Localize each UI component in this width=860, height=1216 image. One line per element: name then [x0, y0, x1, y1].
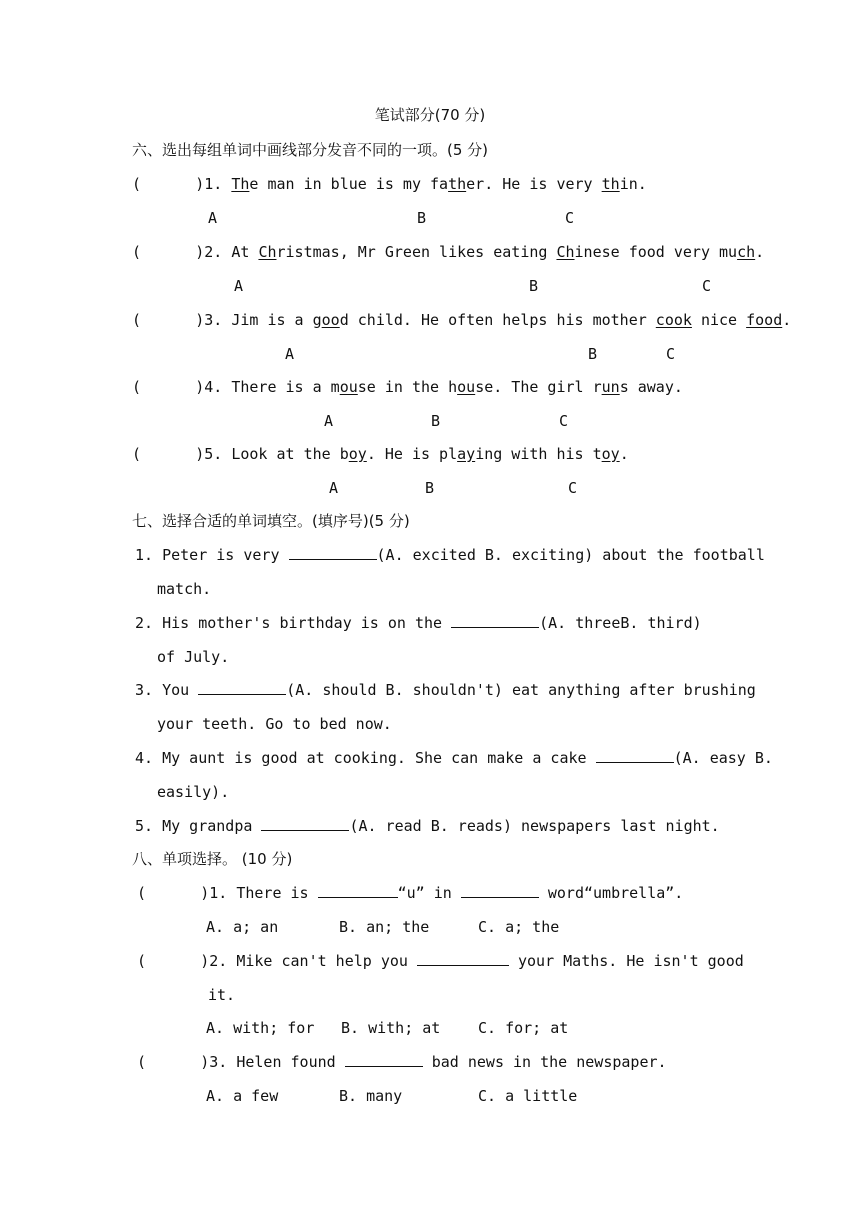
sentence-text: ristmas, Mr Green likes eating [276, 243, 557, 261]
sentence-text: se in the h [357, 378, 458, 396]
option-letter-b: B [417, 209, 427, 227]
sentence-text: ( )3. Helen found [137, 1053, 345, 1071]
underlined-part: ou [457, 378, 476, 396]
s7-question-1 [135, 545, 765, 565]
sentence-text: s away. [619, 378, 683, 396]
underlined-part: oo [321, 311, 340, 329]
answer-blank[interactable] [461, 883, 539, 898]
answer-blank[interactable] [345, 1052, 423, 1067]
option-letter-c: C [559, 412, 569, 430]
s7-question-3-cont: your teeth. Go to bed now. [157, 715, 392, 733]
sentence-text: er. He is very [466, 175, 602, 193]
sentence-text: (A. should B. shouldn't) eat anything after brushing [286, 681, 756, 699]
sentence-text: bad news in the newspaper. [422, 1053, 667, 1071]
section-6-heading: 六、选出每组单词中画线部分发音不同的一项。(5 分) [132, 141, 489, 159]
question-number: ( )2. [132, 243, 232, 261]
option-letter-b: B [529, 277, 539, 295]
option-letter-b: B [425, 479, 435, 497]
s8-question-3 [137, 1052, 667, 1072]
sentence-text: . [755, 243, 765, 261]
underlined-part: ch [737, 243, 756, 261]
s6-question-3 [132, 310, 791, 330]
sentence-text: At [231, 243, 259, 261]
sentence-text: word“umbrella”. [538, 884, 684, 902]
s7-question-5 [135, 816, 720, 836]
sentence-text: in. [619, 175, 647, 193]
s7-question-2-cont: of July. [157, 648, 230, 666]
option-letter-a: A [285, 345, 295, 363]
underlined-part: oy [601, 445, 620, 463]
underlined-part: un [601, 378, 620, 396]
choice-option: B. with; at [341, 1019, 441, 1037]
sentence-text: 5. My grandpa [135, 817, 262, 835]
section-8-heading: 八、单项选择。 (10 分) [132, 850, 293, 868]
answer-blank[interactable] [318, 883, 398, 898]
s7-question-4 [135, 748, 773, 768]
option-letter-c: C [702, 277, 712, 295]
s8-question-2-cont: it. [208, 986, 236, 1004]
sentence-text: nice [691, 311, 747, 329]
question-number: ( )1. [132, 175, 232, 193]
s7-question-1-cont: match. [157, 580, 212, 598]
choice-option: B. many [339, 1087, 403, 1105]
s6-question-1 [132, 174, 647, 194]
underlined-part: Ch [258, 243, 277, 261]
sentence-text: (A. easy B. [673, 749, 773, 767]
sentence-text: inese food very mu [574, 243, 738, 261]
answer-blank[interactable] [289, 545, 377, 560]
option-letter-a: A [234, 277, 244, 295]
sentence-text: your Maths. He isn't good [508, 952, 744, 970]
question-number: ( )5. [132, 445, 232, 463]
choice-option: C. a little [478, 1087, 578, 1105]
option-letter-b: B [588, 345, 598, 363]
sentence-text: . [782, 311, 792, 329]
option-letter-a: A [329, 479, 339, 497]
sentence-text: “u” in [397, 884, 461, 902]
underlined-part: food [746, 311, 783, 329]
answer-blank[interactable] [198, 680, 286, 695]
s7-question-2 [135, 613, 702, 633]
answer-blank[interactable] [596, 748, 674, 763]
s8-question-1 [137, 883, 683, 903]
option-letter-c: C [666, 345, 676, 363]
answer-blank[interactable] [451, 613, 539, 628]
choice-option: A. a; an [206, 918, 279, 936]
sentence-text: (A. excited B. exciting) about the football [376, 546, 765, 564]
sentence-text: 2. His mother's birthday is on the [135, 614, 452, 632]
sentence-text: 1. Peter is very [135, 546, 289, 564]
sentence-text: There is a m [231, 378, 340, 396]
section-7-heading: 七、选择合适的单词填空。(填序号)(5 分) [132, 512, 410, 530]
question-number: ( )3. [132, 311, 232, 329]
sentence-text: Look at the b [231, 445, 349, 463]
sentence-text: ing with his t [475, 445, 602, 463]
option-letter-b: B [431, 412, 441, 430]
sentence-text: d child. He often helps his mother [339, 311, 656, 329]
underlined-part: cook [655, 311, 692, 329]
sentence-text: ( )2. Mike can't help you [137, 952, 417, 970]
underlined-part: Ch [556, 243, 575, 261]
choice-option: B. an; the [339, 918, 430, 936]
sentence-text: Jim is a g [231, 311, 322, 329]
sentence-text: ( )1. There is [137, 884, 318, 902]
option-letter-a: A [208, 209, 218, 227]
choice-option: C. for; at [478, 1019, 569, 1037]
underlined-part: th [448, 175, 467, 193]
choice-option: A. a few [206, 1087, 279, 1105]
s7-question-4-cont: easily). [157, 783, 230, 801]
sentence-text: (A. threeB. third) [539, 614, 702, 632]
option-letter-a: A [324, 412, 334, 430]
question-number: ( )4. [132, 378, 232, 396]
sentence-text: (A. read B. reads) newspapers last night. [349, 817, 720, 835]
underlined-part: Th [231, 175, 250, 193]
sentence-text: . He is pl [366, 445, 458, 463]
s8-question-2 [137, 951, 744, 971]
answer-blank[interactable] [261, 816, 349, 831]
sentence-text: e man in blue is my fa [249, 175, 449, 193]
answer-blank[interactable] [417, 951, 509, 966]
page-title: 笔试部分(70 分) [374, 106, 486, 124]
sentence-text: 3. You [135, 681, 199, 699]
underlined-part: th [601, 175, 620, 193]
s6-question-4 [132, 377, 683, 397]
sentence-text: 4. My aunt is good at cooking. She can make a cake [135, 749, 596, 767]
underlined-part: ou [339, 378, 358, 396]
s6-question-2 [132, 242, 764, 262]
option-letter-c: C [565, 209, 575, 227]
sentence-text: se. The girl r [475, 378, 602, 396]
underlined-part: ay [457, 445, 476, 463]
choice-option: A. with; for [206, 1019, 315, 1037]
sentence-text: . [619, 445, 629, 463]
underlined-part: oy [348, 445, 367, 463]
choice-option: C. a; the [478, 918, 560, 936]
s6-question-5 [132, 444, 629, 464]
option-letter-c: C [568, 479, 578, 497]
s7-question-3 [135, 680, 756, 700]
